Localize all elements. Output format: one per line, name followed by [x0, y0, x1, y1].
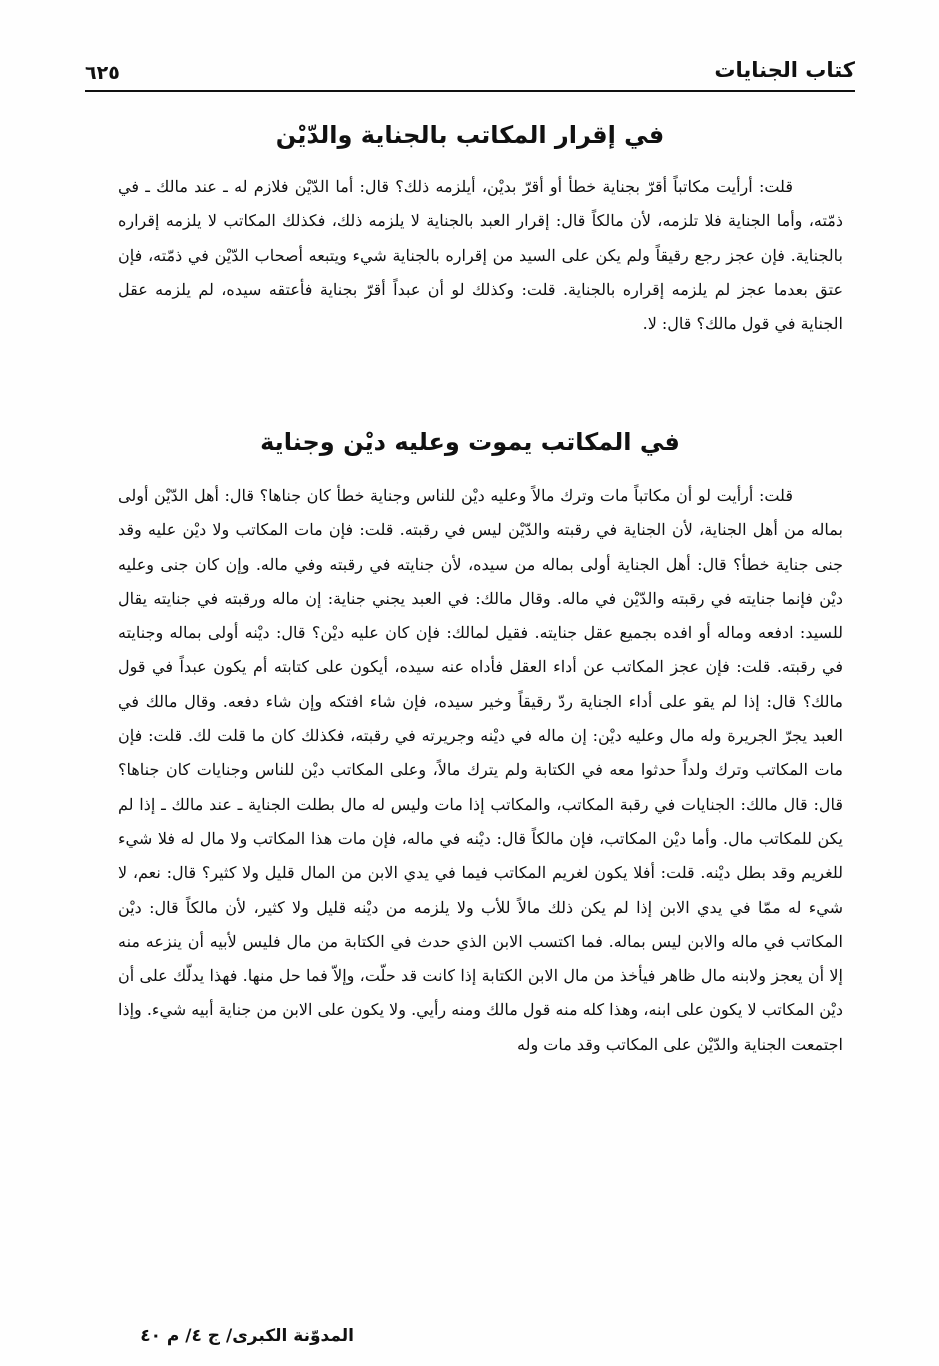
header-rule	[85, 90, 855, 92]
page-number: ٦٢٥	[85, 62, 120, 84]
section-heading-death-debt: في المكاتب يموت وعليه ديْن وجناية	[260, 428, 680, 456]
running-header	[85, 52, 855, 92]
section-paragraph-death-debt: قلت: أرأيت لو أن مكاتباً مات وترك مالاً وعليه ديْن للناس وجناية خطأ كان جناها؟ قال: أهل الدّيْن أولى بماله من أهل الجناية، لأن الجناية في رقبته والدّيْن ليس في رقبته. قلت: فإن مات المكاتب ولا ديْن عليه وقد جنى جناية خطأ؟ قال: أهل الجناية أولى بماله من سيده، لأن جنايته في رقبته وفي ماله. وإن كان جنى وعليه ديْن فإنما جنايته في رقبته والدّيْن في ماله. وقال مالك: في العبد يجني جناية: إن ماله ورقبته في جنايته يقال للسيد: ادفعه وماله أو افده بجميع عقل جنايته. فقيل لمالك: فإن كان عليه ديْن؟ قال: ديْنه أولى بماله وجنايته في رقبته. قلت: فإن عجز المكاتب عن أداء العقل فأداه عنه سيده، أيكون على كتابته أم يكون عبداً في قول مالك؟ قال: إذا لم يقو على أداء الجناية ردّ رقيقاً وخير سيده، فإن شاء افتكه وإن شاء دفعه. وقال مالك في العبد يجرّ الجريرة وله مال وعليه ديْن: إن ماله في ديْنه وجريرته في رقبته، فكذلك كان ما قلت لك. قلت: فإن مات المكاتب وترك ولداً حدثوا معه في الكتابة ولم يترك مالاً، وعلى المكاتب ديْن للناس وجنايات كان جناها؟ قال: قال مالك: الجنايات في رقبة المكاتب، والمكاتب إذا مات وليس له مال بطلت الجناية ـ عند مالك ـ إذا لم يكن للمكاتب مال. وأما ديْن المكاتب، فإن مالكاً قال: ديْنه في ماله، فإن مات هذا المكاتب ولا مال له فلا شيء للغريم وقد بطل ديْنه. قلت: أفلا يكون لغريم المكاتب فيما في يدي الابن من المال قليل ولا كثير؟ قال: نعم، لا شيء له ممّا في يدي الابن إذا لم يكن ذلك مالاً للأب ولا يلزمه من ديْنه قليل ولا كثير، لأن مالكاً قال: ديْن المكاتب في ماله والابن ليس بماله. فما اكتسب الابن الذي حدث في الكتابة من مال فليس لأبيه أن ينزعه منه إلا أن يعجز ولابنه مال ظاهر فيأخذ من مال الابن الكتابة إذا كانت قد حلّت، وإلاّ فما حل منها. فهذا يدلّك على أن ديْن المكاتب لا يكون على ابنه، وهذا كله منه قول مالك ومنه رأيي. ولا يكون على الابن من جناية أبيه شيء. وإذا اجتمعت الجناية والدّيْن على المكاتب وقد مات وله	[118, 486, 844, 1054]
book-title: كتاب الجنايات	[714, 58, 855, 82]
footer-signature: المدوّنة الكبرى/ ج ٤/ م ٤٠	[140, 1326, 354, 1346]
section-heading-confession: في إقرار المكاتب بالجناية والدّيْن	[275, 121, 665, 149]
section-paragraph-confession: قلت: أرأيت مكاتباً أقرّ بجناية خطأ أو أقرّ بديْن، أيلزمه ذلك؟ قال: أما الدّيْن فلازم له ـ عند مالك ـ في ذمّته، وأما الجناية فلا تلزمه، لأن مالكاً قال: إقرار العبد بالجناية لا يلزمه ذلك، فكذلك المكاتب لا يلزمه إقراره بالجناية. فإن عجز رجع رقيقاً ولم يكن على السيد من إقراره بالجناية شيء ويتبعه أصحاب الدّيْن في ذمّته، فإن عتق بعدما عجز لم يلزمه إقراره بالجناية. قلت: وكذلك لو أن عبداً أقرّ بجناية فأعتقه سيده، لم يلزمه عقل الجناية في قول مالك؟ قال: لا.	[118, 177, 843, 334]
